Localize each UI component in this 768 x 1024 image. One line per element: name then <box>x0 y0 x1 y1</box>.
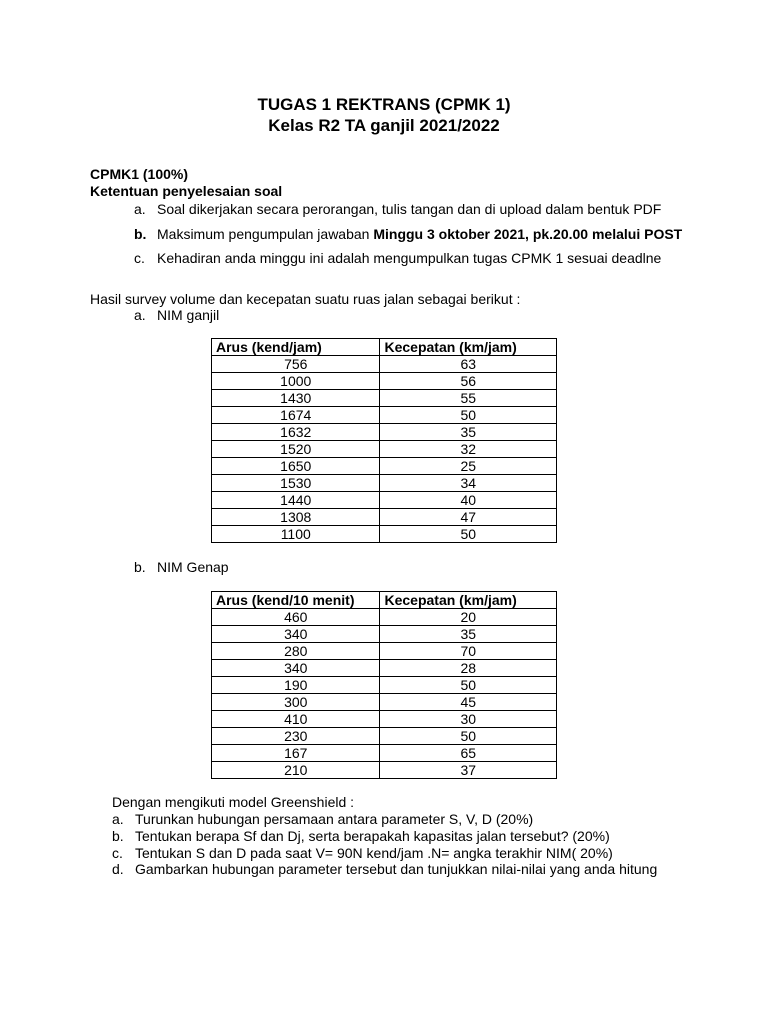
cell-arus: 410 <box>212 711 380 728</box>
cell-arus: 1650 <box>212 458 380 475</box>
table-b-label: NIM Genap <box>157 559 229 575</box>
table-row <box>212 745 557 762</box>
cell-arus: 210 <box>212 762 380 779</box>
header-arus: Arus (kend/jam) <box>212 339 380 356</box>
table-row <box>212 509 557 526</box>
cell-kecepatan: 56 <box>380 373 557 390</box>
cpmk-label: CPMK1 (100%) <box>90 166 189 182</box>
rule-marker-a: a. <box>134 201 146 217</box>
question-c-text: Tentukan S dan D pada saat V= 90N kend/jam .N= angka terakhir NIM( 20%) <box>135 845 613 861</box>
table-row <box>212 728 557 745</box>
header-arus: Arus (kend/10 menit) <box>212 592 380 609</box>
table-header-row <box>212 592 557 609</box>
cell-arus: 230 <box>212 728 380 745</box>
cell-kecepatan: 50 <box>380 526 557 543</box>
table-row <box>212 458 557 475</box>
table-row <box>212 407 557 424</box>
table-header-row <box>212 339 557 356</box>
cell-arus: 1530 <box>212 475 380 492</box>
table-row <box>212 660 557 677</box>
table-nim-genap <box>211 591 557 779</box>
rule-marker-c: c. <box>134 250 145 266</box>
cell-kecepatan: 55 <box>380 390 557 407</box>
cell-arus: 340 <box>212 626 380 643</box>
header-kecepatan: Kecepatan (km/jam) <box>380 592 557 609</box>
table-row <box>212 441 557 458</box>
cell-arus: 1308 <box>212 509 380 526</box>
question-marker-a: a. <box>112 811 124 827</box>
cell-kecepatan: 50 <box>380 728 557 745</box>
table-nim-ganjil <box>211 338 557 543</box>
header-kecepatan: Kecepatan (km/jam) <box>380 339 557 356</box>
rule-b-text <box>157 226 682 243</box>
cell-kecepatan: 34 <box>380 475 557 492</box>
cell-kecepatan: 63 <box>380 356 557 373</box>
question-d-text: Gambarkan hubungan parameter tersebut dan tunjukkan nilai-nilai yang anda hitung <box>135 861 658 877</box>
cell-arus: 167 <box>212 745 380 762</box>
rule-b-deadline: Minggu 3 oktober 2021, pk.20.00 melalui POST <box>373 226 683 242</box>
cell-kecepatan: 50 <box>380 407 557 424</box>
rule-a-text: Soal dikerjakan secara perorangan, tulis tangan dan di upload dalam bentuk PDF <box>157 201 662 217</box>
rules-heading: Ketentuan penyelesaian soal <box>90 183 283 199</box>
cell-kecepatan: 35 <box>380 626 557 643</box>
question-marker-c: c. <box>112 845 123 861</box>
cell-kecepatan: 28 <box>380 660 557 677</box>
cell-kecepatan: 65 <box>380 745 557 762</box>
questions-intro: Dengan mengikuti model Greenshield : <box>112 794 355 810</box>
table-row <box>212 424 557 441</box>
table-a-marker: a. <box>134 307 146 323</box>
survey-intro: Hasil survey volume dan kecepatan suatu ruas jalan sebagai berikut : <box>90 291 521 307</box>
cell-kecepatan: 30 <box>380 711 557 728</box>
question-a-text: Turunkan hubungan persamaan antara parameter S, V, D (20%) <box>135 811 534 827</box>
cell-arus: 1440 <box>212 492 380 509</box>
cell-arus: 756 <box>212 356 380 373</box>
table-row <box>212 694 557 711</box>
table-row <box>212 762 557 779</box>
cell-kecepatan: 40 <box>380 492 557 509</box>
question-marker-b: b. <box>112 828 124 844</box>
cell-arus: 280 <box>212 643 380 660</box>
document-subtitle: Kelas R2 TA ganjil 2021/2022 <box>268 116 500 135</box>
rule-marker-b: b. <box>134 226 147 242</box>
table-row <box>212 373 557 390</box>
cell-kecepatan: 32 <box>380 441 557 458</box>
cell-kecepatan: 35 <box>380 424 557 441</box>
question-marker-d: d. <box>112 861 124 877</box>
table-row <box>212 711 557 728</box>
question-b-text: Tentukan berapa Sf dan Dj, serta berapakah kapasitas jalan tersebut? (20%) <box>135 828 610 844</box>
cell-arus: 300 <box>212 694 380 711</box>
table-b-marker: b. <box>134 559 146 575</box>
table-a-label: NIM ganjil <box>157 307 220 323</box>
rule-b-normal: Maksimum pengumpulan jawaban <box>157 226 374 242</box>
cell-arus: 1100 <box>212 526 380 543</box>
cell-kecepatan: 50 <box>380 677 557 694</box>
table-row <box>212 356 557 373</box>
table-row <box>212 609 557 626</box>
table-row <box>212 643 557 660</box>
cell-kecepatan: 20 <box>380 609 557 626</box>
cell-arus: 1632 <box>212 424 380 441</box>
cell-kecepatan: 70 <box>380 643 557 660</box>
table-row <box>212 626 557 643</box>
cell-kecepatan: 37 <box>380 762 557 779</box>
table-row <box>212 390 557 407</box>
document-title: TUGAS 1 REKTRANS (CPMK 1) <box>257 95 511 114</box>
cell-arus: 340 <box>212 660 380 677</box>
cell-arus: 1430 <box>212 390 380 407</box>
table-row <box>212 526 557 543</box>
cell-kecepatan: 47 <box>380 509 557 526</box>
cell-arus: 460 <box>212 609 380 626</box>
cell-arus: 190 <box>212 677 380 694</box>
table-row <box>212 677 557 694</box>
cell-arus: 1674 <box>212 407 380 424</box>
table-row <box>212 475 557 492</box>
rule-c-text: Kehadiran anda minggu ini adalah mengumpulkan tugas CPMK 1 sesuai deadlne <box>157 250 662 266</box>
cell-kecepatan: 45 <box>380 694 557 711</box>
table-row <box>212 492 557 509</box>
cell-kecepatan: 25 <box>380 458 557 475</box>
cell-arus: 1520 <box>212 441 380 458</box>
cell-arus: 1000 <box>212 373 380 390</box>
